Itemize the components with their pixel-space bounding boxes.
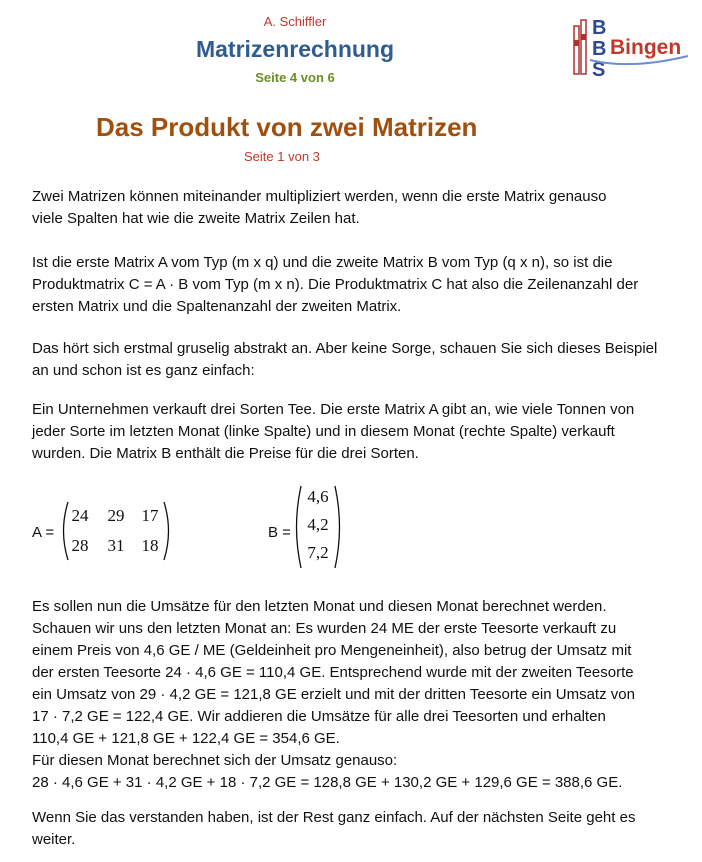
logo-graphic [570,12,690,80]
matrix-a-cell: 29 [107,506,125,525]
section-page-counter: Seite 1 von 3 [244,149,320,164]
matrix-a-cell: 24 [71,506,89,525]
text-line: an und schon ist es ganz einfach: [32,362,255,379]
matrix-b-cell: 4,6 [307,487,329,506]
text-line: Es sollen nun die Umsätze für den letzten Monat und diesen Monat berechnet werden. [32,598,607,615]
author-name: A. Schiffler [263,14,327,29]
matrix-a [58,500,174,562]
matrix-a-cell: 28 [71,536,89,555]
bbs-bingen-logo [570,12,690,80]
paragraph-calculation [32,596,677,794]
text-line: der ersten Teesorte 24 · 4,6 GE = 110,4 GE. Entsprechend wurde mit der zweiten Teesorte [32,664,634,681]
document-title: Matrizenrechnung [195,36,395,62]
matrix-a-cell: 31 [107,536,125,555]
text-line: ein Umsatz von 29 · 4,2 GE = 121,8 GE erzielt und mit der dritten Teesorte ein Umsatz von [32,686,635,703]
svg-text:Bingen: Bingen [610,36,682,59]
text-line: 17 · 7,2 GE = 122,4 GE. Wir addieren die Umsätze für alle drei Teesorten und erhalten [32,708,606,725]
text-line: Wenn Sie das verstanden haben, ist der Rest ganz einfach. Auf der nächsten Seite geht es [32,809,636,826]
text-line: weiter. [32,831,76,848]
matrix-b-label: B = [268,524,291,541]
text-line: Das hört sich erstmal gruselig abstrakt an. Aber keine Sorge, schauen Sie sich dieses Beispiel [32,340,658,357]
text-line: 28 · 4,6 GE + 31 · 4,2 GE + 18 · 7,2 GE = 128,8 GE + 130,2 GE + 129,6 GE = 388,6 GE. [32,774,623,791]
text-line: ersten Matrix und die Spaltenanzahl der zweiten Matrix. [32,298,402,315]
matrix-a-label: A = [32,524,55,541]
text-line: einem Preis von 4,6 GE / ME (Geldeinheit pro Mengeneinheit), also betrug der Umsatz mit [32,642,632,659]
matrix-a-cell: 18 [141,536,159,555]
matrix-b [292,484,344,570]
text-line: Ist die erste Matrix A vom Typ (m x q) und die zweite Matrix B vom Typ (q x n), so ist die [32,254,613,271]
text-line: Schauen wir uns den letzten Monat an: Es wurden 24 ME der erste Teesorte verkauft zu [32,620,617,637]
document-page-counter: Seite 4 von 6 [255,70,335,85]
svg-text:B: B [592,38,607,60]
paragraph-reassurance [32,338,677,382]
paragraph-closing [32,807,677,851]
matrix-b-cell: 7,2 [307,543,329,562]
text-line: Produktmatrix C = A · B vom Typ (m x n). Die Produktmatrix C hat also die Zeilenanzahl der [32,276,639,293]
text-line: jeder Sorte im letzten Monat (linke Spalte) und in diesem Monat (rechte Spalte) verkauft [32,423,615,440]
text-line: viele Spalten hat wie die zweite Matrix Zeilen hat. [32,210,360,227]
section-title: Das Produkt von zwei Matrizen [96,112,478,142]
svg-text:S: S [592,59,606,80]
paragraph-example [32,399,677,465]
text-line: 110,4 GE + 121,8 GE + 122,4 GE = 354,6 GE. [32,730,340,747]
matrix-b-cell: 4,2 [307,515,329,534]
paragraph-definition [32,252,677,318]
text-line: Zwei Matrizen können miteinander multipliziert werden, wenn die erste Matrix genauso [32,188,607,205]
svg-text:B: B [592,17,607,39]
text-line: wurden. Die Matrix B enthält die Preise für die drei Sorten. [32,445,419,462]
paragraph-intro [32,186,677,230]
matrix-a-cell: 17 [141,506,159,525]
text-line: Für diesen Monat berechnet sich der Umsatz genauso: [32,752,398,769]
text-line: Ein Unternehmen verkauft drei Sorten Tee. Die erste Matrix A gibt an, wie viele Tonnen von [32,401,635,418]
